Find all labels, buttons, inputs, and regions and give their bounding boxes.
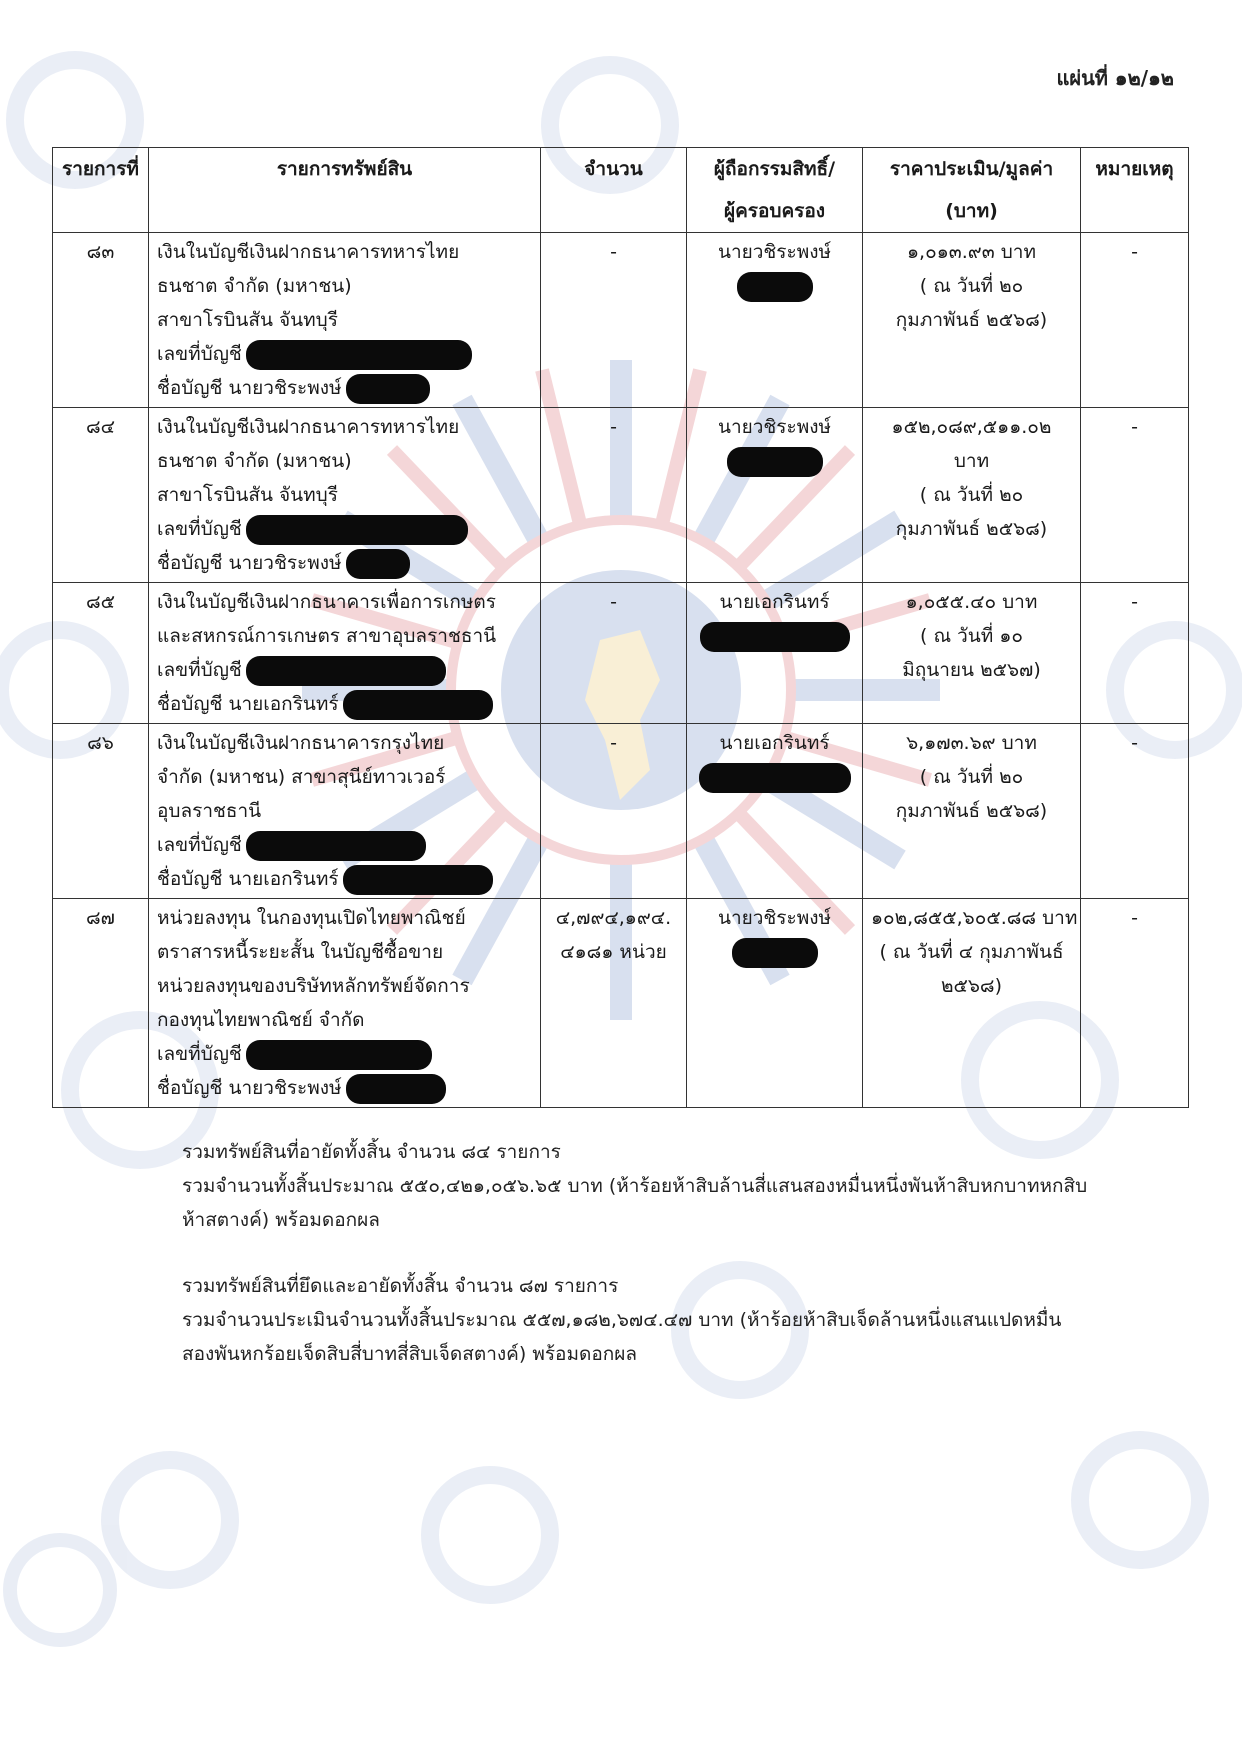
summary-line: รวมจำนวนทั้งสิ้นประมาณ ๕๕๐,๔๒๑,๐๕๖.๖๕ บาท (ห้าร้อยห้าสิบล้านสี่แสนสองหมื่นหนึ่งพันห้าสิบหกบาทหกสิบ — [182, 1175, 1088, 1197]
asset-line: ธนชาต จำกัด (มหาชน) — [157, 450, 352, 472]
item-number: ๘๖ — [53, 724, 149, 899]
owner-cell — [687, 233, 863, 408]
value-line: ( ณ วันที่ ๒๐ — [919, 275, 1024, 297]
remark-cell: - — [1081, 899, 1189, 1108]
value-line: ( ณ วันที่ ๒๐ — [919, 766, 1024, 788]
remark-cell: - — [1081, 583, 1189, 724]
quantity-line: ๔๑๘๑ หน่วย — [560, 941, 667, 963]
quantity-cell — [541, 408, 687, 583]
redaction-bar — [246, 656, 446, 686]
asset-line: สาขาโรบินสัน จันทบุรี — [157, 484, 338, 506]
item-number: ๘๕ — [53, 583, 149, 724]
value-line: ( ณ วันที่ ๑๐ — [920, 625, 1023, 647]
asset-line: ตราสารหนี้ระยะสั้น ในบัญชีซื้อขาย — [157, 941, 444, 963]
summary-line: รวมทรัพย์สินที่อายัดทั้งสิ้น จำนวน ๘๔ รายการ — [182, 1141, 561, 1163]
value-cell — [863, 724, 1081, 899]
value-line: กุมภาพันธ์ ๒๕๖๘) — [895, 309, 1048, 331]
account-number-label: เลขที่บัญชี — [157, 659, 242, 681]
remark-cell: - — [1081, 408, 1189, 583]
owner-name: นายเอกรินทร์ — [719, 591, 830, 613]
account-name-label: ชื่อบัญชี นายเอกรินทร์ — [157, 868, 339, 890]
value-line: มิถุนายน ๒๕๖๗) — [902, 659, 1041, 681]
asset-line: อุบลราชธานี — [157, 800, 262, 822]
asset-line: หน่วยลงทุนของบริษัทหลักทรัพย์จัดการ — [157, 975, 470, 997]
asset-table — [52, 147, 1189, 1108]
redaction-bar — [246, 515, 468, 545]
header-value — [863, 148, 1081, 233]
asset-description — [149, 583, 541, 724]
redaction-bar — [737, 272, 813, 302]
redaction-bar — [346, 374, 430, 404]
value-line: บาท — [953, 450, 990, 472]
item-number: ๘๔ — [53, 408, 149, 583]
account-name-line — [157, 546, 532, 580]
summary-line: สองพันหกร้อยเจ็ดสิบสี่บาทสี่สิบเจ็ดสตางค์) พร้อมดอกผล — [182, 1343, 638, 1365]
asset-line: กองทุนไทยพาณิชย์ จำกัด — [157, 1009, 365, 1031]
redaction-bar — [246, 831, 426, 861]
redaction-bar — [700, 622, 850, 652]
asset-line: ธนชาต จำกัด (มหาชน) — [157, 275, 352, 297]
total-assets-summary — [182, 1269, 1061, 1371]
value-cell — [863, 899, 1081, 1108]
attached-assets-summary — [182, 1135, 1087, 1237]
asset-description — [149, 724, 541, 899]
remark-cell: - — [1081, 233, 1189, 408]
header-value-line: ราคาประเมิน/มูลค่า — [889, 158, 1054, 180]
redaction-bar — [246, 340, 472, 370]
remark-cell: - — [1081, 724, 1189, 899]
owner-name: นายวชิระพงษ์ — [717, 241, 832, 263]
value-line: ( ณ วันที่ ๔ กุมภาพันธ์ — [879, 941, 1064, 963]
asset-line: จำกัด (มหาชน) สาขาสุนีย์ทาวเวอร์ — [157, 766, 446, 788]
quantity-line: - — [610, 416, 617, 438]
quantity-cell — [541, 899, 687, 1108]
quantity-line: ๔,๗๙๔,๑๙๔. — [555, 907, 672, 929]
account-name-line — [157, 371, 532, 405]
quantity-cell — [541, 583, 687, 724]
account-number-label: เลขที่บัญชี — [157, 834, 242, 856]
asset-description — [149, 408, 541, 583]
redaction-bar — [343, 690, 493, 720]
account-name-line — [157, 1071, 532, 1105]
account-number-line — [157, 653, 532, 687]
quantity-line: - — [610, 241, 617, 263]
asset-line: สาขาโรบินสัน จันทบุรี — [157, 309, 338, 331]
quantity-line: - — [610, 732, 617, 754]
quantity-cell — [541, 724, 687, 899]
sheet-number: แผ่นที่ ๑๒/๑๒ — [1056, 66, 1174, 90]
header-owner-line: ผู้ครอบครอง — [723, 200, 826, 222]
account-name-label: ชื่อบัญชี นายวชิระพงษ์ — [157, 552, 342, 574]
value-line: ๑,๐๕๕.๔๐ บาท — [905, 591, 1038, 613]
item-number: ๘๓ — [53, 233, 149, 408]
value-line: ๖,๑๗๓.๖๙ บาท — [906, 732, 1037, 754]
table-row — [53, 408, 1189, 583]
item-number: ๘๗ — [53, 899, 149, 1108]
summary-line: รวมจำนวนประเมินจำนวนทั้งสิ้นประมาณ ๕๕๗,๑๘๒,๖๗๔.๔๗ บาท (ห้าร้อยห้าสิบเจ็ดล้านหนึ่งแสนแปดหมื่น — [182, 1309, 1062, 1331]
summary-line: ห้าสตางค์) พร้อมดอกผล — [182, 1209, 380, 1231]
header-remark: หมายเหตุ — [1081, 148, 1189, 233]
header-quantity: จำนวน — [541, 148, 687, 233]
asset-line: และสหกรณ์การเกษตร สาขาอุบลราชธานี — [157, 625, 497, 647]
value-line: ๑๐๒,๘๕๕,๖๐๕.๘๘ บาท — [871, 907, 1078, 929]
owner-cell — [687, 408, 863, 583]
account-name-label: ชื่อบัญชี นายเอกรินทร์ — [157, 693, 339, 715]
redaction-bar — [346, 549, 410, 579]
account-number-label: เลขที่บัญชี — [157, 343, 242, 365]
value-line: ๑๕๒,๐๘๙,๕๑๑.๐๒ — [891, 416, 1052, 438]
owner-name: นายวชิระพงษ์ — [717, 416, 832, 438]
header-value-line: (บาท) — [945, 200, 998, 222]
value-cell — [863, 408, 1081, 583]
asset-line: เงินในบัญชีเงินฝากธนาคารกรุงไทย — [157, 732, 445, 754]
redaction-bar — [246, 1040, 432, 1070]
value-line: ๑,๐๑๓.๙๓ บาท — [907, 241, 1036, 263]
account-name-label: ชื่อบัญชี นายวชิระพงษ์ — [157, 377, 342, 399]
summary-line: รวมทรัพย์สินที่ยึดและอายัดทั้งสิ้น จำนวน ๘๗ รายการ — [182, 1275, 619, 1297]
quantity-cell — [541, 233, 687, 408]
redaction-bar — [343, 865, 493, 895]
value-line: ( ณ วันที่ ๒๐ — [919, 484, 1024, 506]
account-number-line — [157, 1037, 532, 1071]
account-number-line — [157, 337, 532, 371]
asset-line: เงินในบัญชีเงินฝากธนาคารทหารไทย — [157, 241, 460, 263]
owner-cell — [687, 724, 863, 899]
value-cell — [863, 583, 1081, 724]
header-asset: รายการทรัพย์สิน — [149, 148, 541, 233]
redaction-bar — [346, 1074, 446, 1104]
redaction-bar — [699, 763, 851, 793]
account-number-label: เลขที่บัญชี — [157, 1043, 242, 1065]
asset-description — [149, 899, 541, 1108]
account-name-line — [157, 862, 532, 896]
table-row — [53, 233, 1189, 408]
value-line: กุมภาพันธ์ ๒๕๖๘) — [895, 518, 1048, 540]
table-row — [53, 724, 1189, 899]
account-number-line — [157, 512, 532, 546]
asset-line: หน่วยลงทุน ในกองทุนเปิดไทยพาณิชย์ — [157, 907, 466, 929]
value-line: กุมภาพันธ์ ๒๕๖๘) — [895, 800, 1048, 822]
asset-description — [149, 233, 541, 408]
table-header-row — [53, 148, 1189, 233]
value-line: ๒๕๖๘) — [940, 975, 1003, 997]
account-name-line — [157, 687, 532, 721]
table-row — [53, 583, 1189, 724]
owner-name: นายวชิระพงษ์ — [717, 907, 832, 929]
header-owner — [687, 148, 863, 233]
quantity-line: - — [610, 591, 617, 613]
table-row — [53, 899, 1189, 1108]
value-cell — [863, 233, 1081, 408]
account-number-line — [157, 828, 532, 862]
asset-line: เงินในบัญชีเงินฝากธนาคารทหารไทย — [157, 416, 460, 438]
owner-name: นายเอกรินทร์ — [719, 732, 830, 754]
header-owner-line: ผู้ถือกรรมสิทธิ์/ — [713, 158, 836, 180]
owner-cell — [687, 899, 863, 1108]
redaction-bar — [732, 938, 818, 968]
asset-line: เงินในบัญชีเงินฝากธนาคารเพื่อการเกษตร — [157, 591, 496, 613]
owner-cell — [687, 583, 863, 724]
redaction-bar — [727, 447, 823, 477]
account-name-label: ชื่อบัญชี นายวชิระพงษ์ — [157, 1077, 342, 1099]
account-number-label: เลขที่บัญชี — [157, 518, 242, 540]
header-item-no: รายการที่ — [53, 148, 149, 233]
